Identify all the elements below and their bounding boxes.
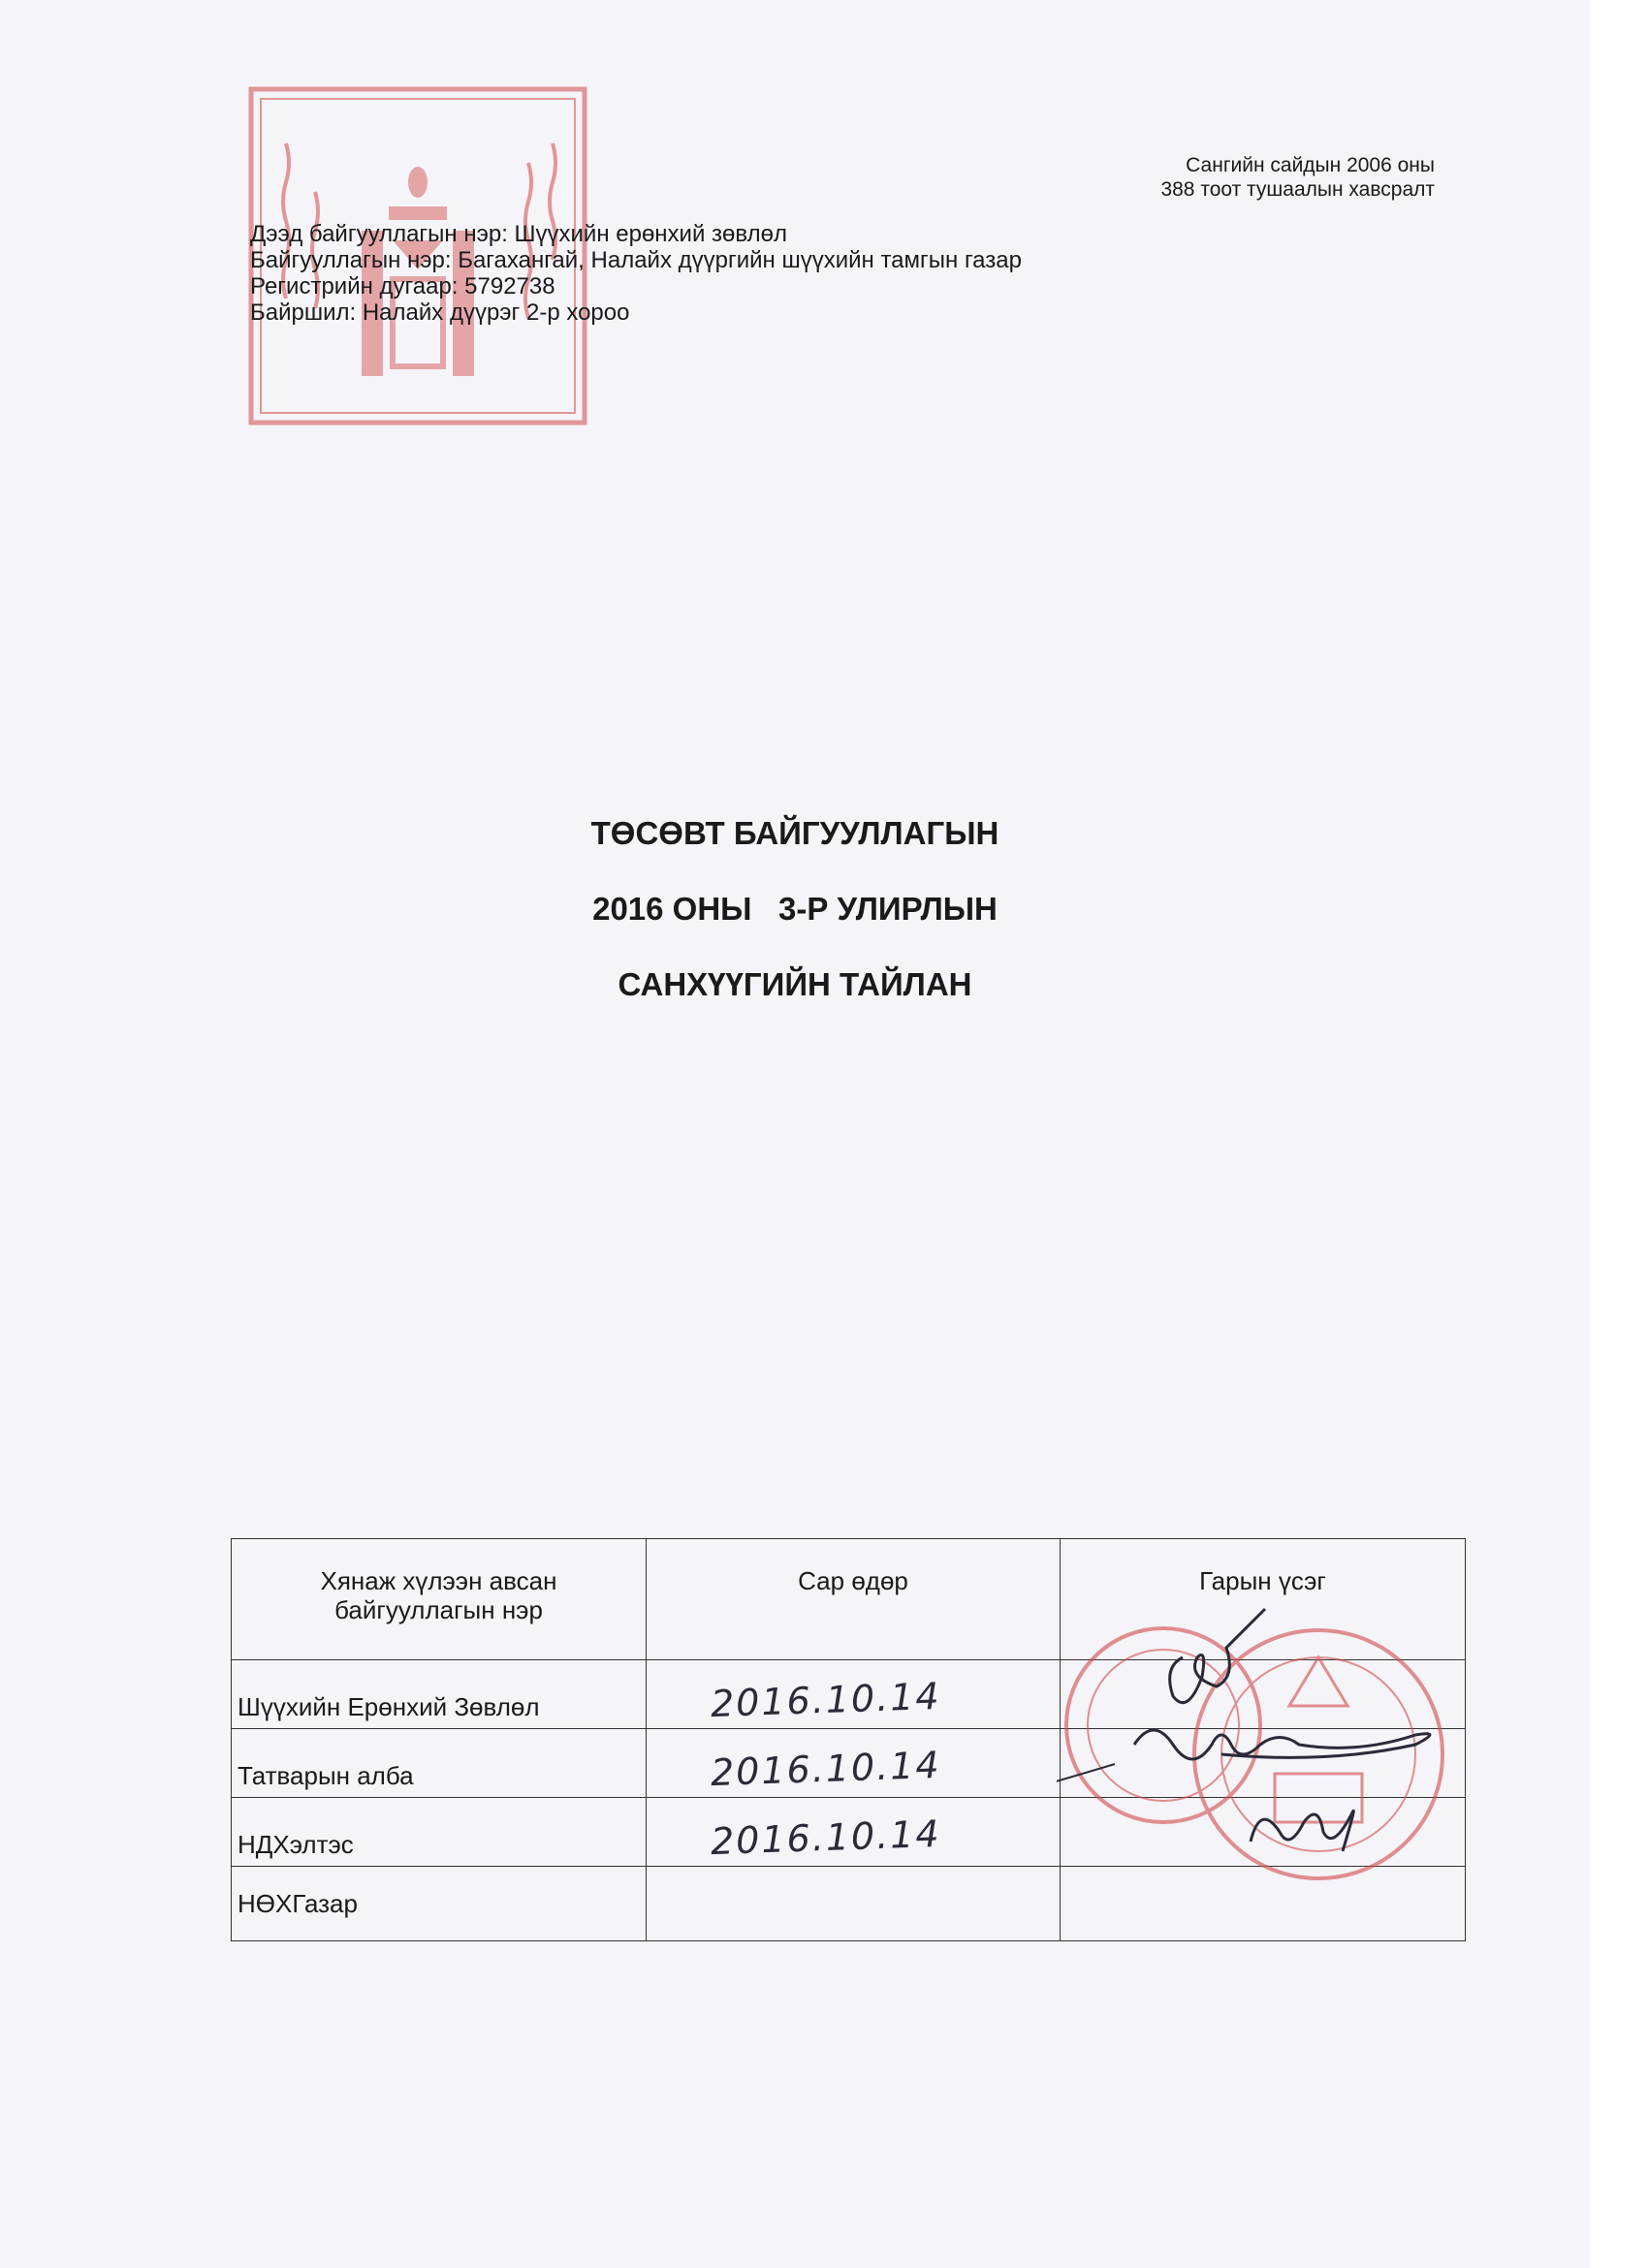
header-date: Сар өдөр [647,1539,1061,1660]
row-date: 2016.10.14 [710,1743,942,1795]
report-title [0,812,1590,1039]
row-org: Шүүхийн Ерөнхий Зөвлөл [232,1660,647,1729]
row-date-cell [647,1729,1061,1798]
row-org: НДХэлтэс [232,1798,647,1867]
row-org: Татварын алба [232,1729,647,1798]
title-line1: ТӨСӨВТ БАЙГУУЛЛАГЫН [590,815,999,851]
header-signature: Гарын үсэг [1061,1539,1466,1660]
organization-location: Байршил: Налайх дүүрэг 2-р хороо [250,299,630,326]
row-date [652,1910,711,1912]
title-line3: САНХҮҮГИЙН ТАЙЛАН [618,966,972,1002]
organization-name: Байгууллагын нэр: Багахангай, Налайх дүүргийн шүүхийн тамгын газар [250,247,1022,273]
organization-info [250,221,1022,326]
row-date: 2016.10.14 [710,1811,942,1864]
signatures-and-stamps [1057,1599,1561,1948]
header-org: Хянаж хүлээн авсан байгууллагын нэр [232,1539,647,1660]
row-org: НӨХГазар [232,1867,647,1941]
row-date-cell [647,1867,1061,1941]
parent-organization: Дээд байгууллагын нэр: Шүүхийн ерөнхий зөвлөл [250,221,787,247]
row-date-cell [647,1660,1061,1729]
scan-edge [1590,0,1648,2268]
row-date-cell [647,1798,1061,1867]
annex-note-line1: Сангийн сайдын 2006 оны [1186,154,1435,176]
row-date: 2016.10.14 [710,1674,942,1726]
title-line2: 2016 ОНЫ 3-Р УЛИРЛЫН [592,891,998,927]
annex-note-line2: 388 тоот тушаалын хавсралт [1160,178,1435,201]
annex-note [1160,153,1435,202]
registry-number: Регистрийн дугаар: 5792738 [250,273,555,299]
